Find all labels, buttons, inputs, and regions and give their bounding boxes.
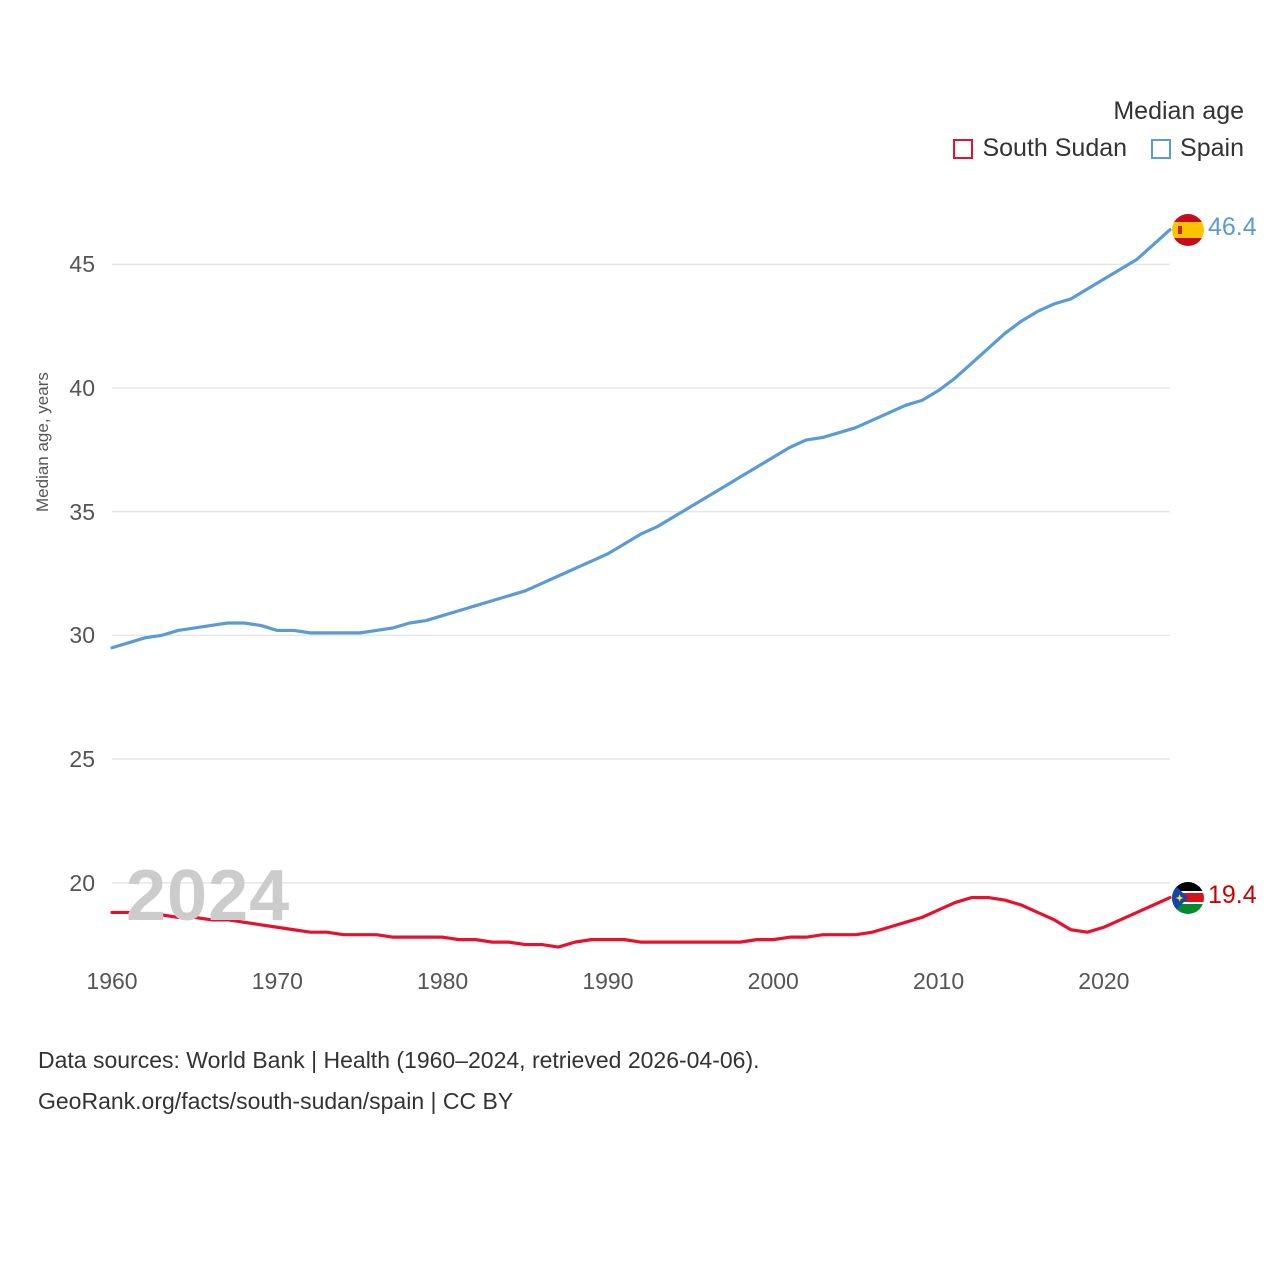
y-tick-label: 45 [69,251,95,278]
footer-line-data-sources: Data sources: World Bank | Health (1960–2024, retrieved 2026-04-06). [38,1047,760,1073]
y-axis-label: Median age, years [33,372,52,512]
legend-label-spain: Spain [1180,134,1244,162]
y-tick-label: 40 [69,375,95,401]
y-tick-label: 30 [69,622,95,649]
legend [953,96,1244,163]
x-tick-label: 2010 [912,968,965,994]
x-tick-label: 2020 [1078,968,1130,994]
x-tick-label: 2000 [747,968,799,994]
footer-line-attribution: GeoRank.org/facts/south-sudan/spain | CC BY [38,1088,514,1114]
series-line-spain [112,230,1170,648]
legend-label-south-sudan: South Sudan [982,134,1128,162]
legend-title: Median age [1113,97,1244,125]
year-watermark: 2024 [126,856,291,936]
x-tick-label: 1960 [86,968,138,994]
end-label-spain: 46.4 [1208,212,1257,241]
end-label-south-sudan: 19.4 [1208,880,1257,909]
footer [38,1040,760,1122]
x-tick-label: 1980 [417,968,469,994]
y-tick-label: 20 [69,869,95,896]
y-tick-label: 35 [69,498,95,525]
legend-item-south-sudan[interactable] [953,134,1127,163]
x-tick-label: 1970 [251,968,303,994]
south-sudan-flag-icon [1172,882,1204,914]
y-tick-label: 25 [69,746,95,773]
legend-item-spain[interactable] [1151,134,1244,163]
x-axis-ticks [0,968,1280,1008]
x-tick-label: 1990 [582,968,634,994]
legend-swatch-south-sudan [953,139,973,159]
legend-items [953,134,1244,163]
spain-flag-icon [1172,214,1204,246]
legend-swatch-spain [1151,139,1171,159]
